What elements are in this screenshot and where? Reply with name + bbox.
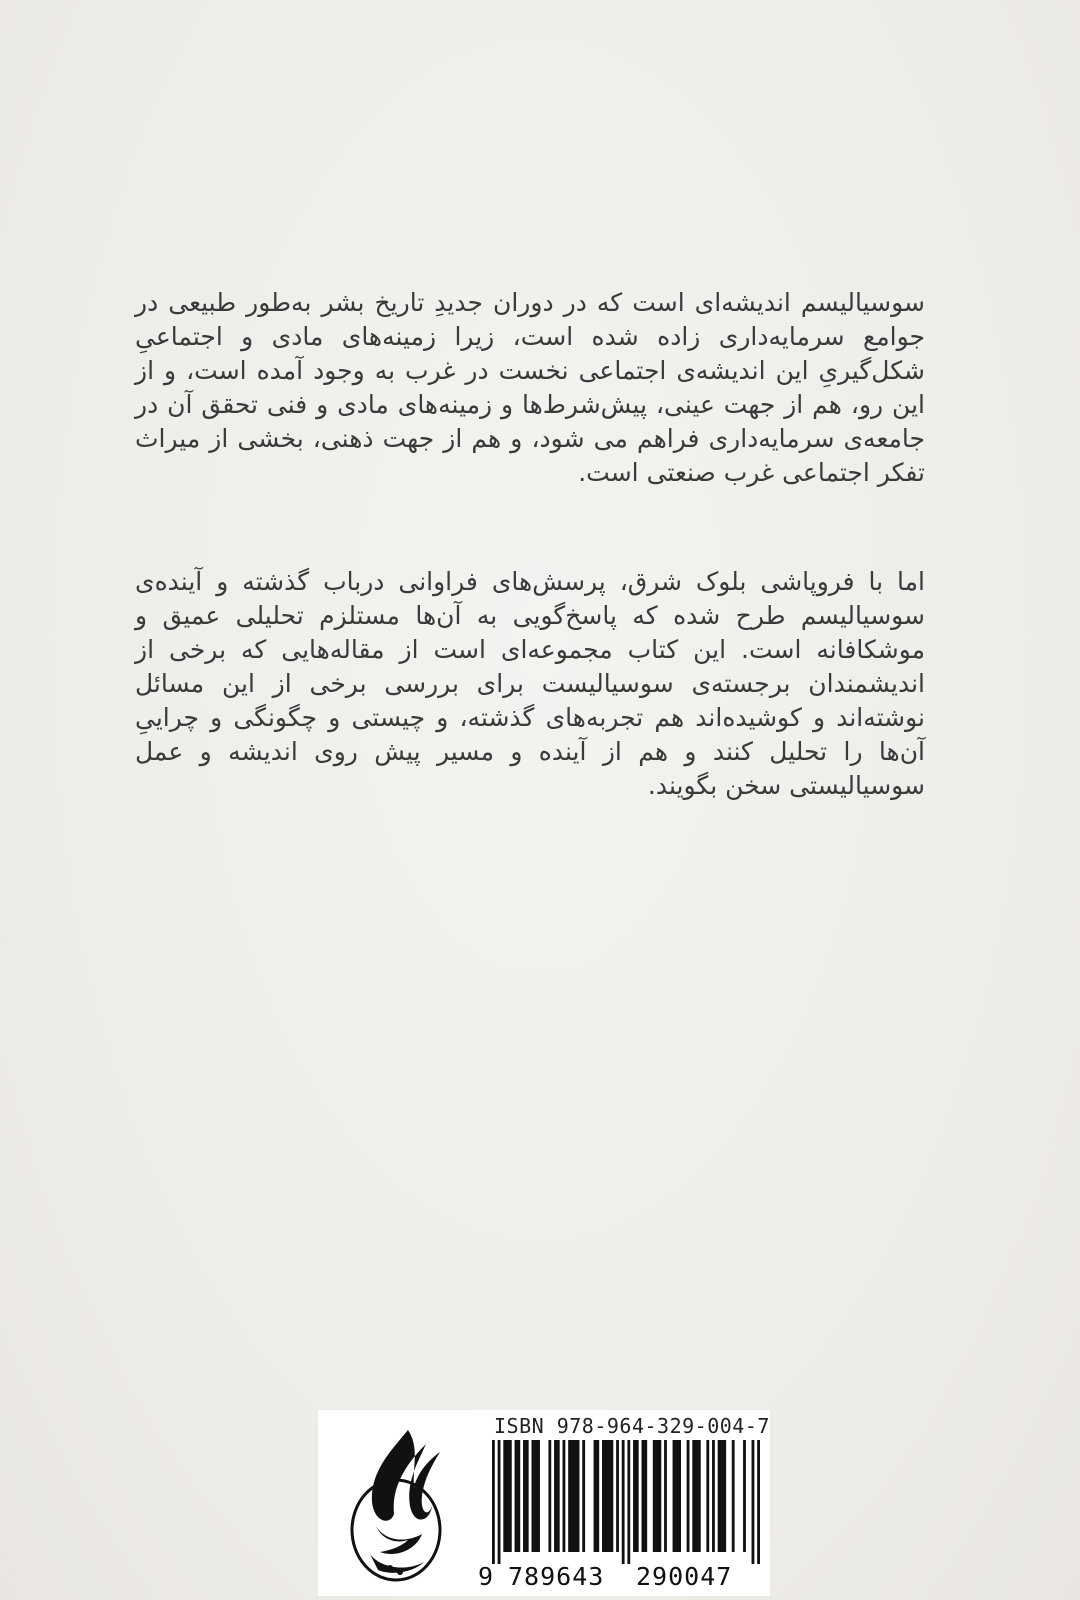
barcode-bar (594, 1440, 600, 1552)
barcode-bar (653, 1440, 661, 1552)
barcode-bar (687, 1440, 690, 1552)
barcode-digit-group-1: 789643 (508, 1562, 605, 1591)
imprint-box (318, 1410, 770, 1596)
barcode-bar (633, 1440, 639, 1552)
barcode-bar (692, 1440, 700, 1552)
barcode-bar (515, 1440, 521, 1552)
publisher-logo-graphic (330, 1422, 462, 1588)
barcode-bar (664, 1440, 667, 1552)
barcode-bar (548, 1440, 551, 1552)
barcode-bar (503, 1440, 511, 1552)
barcode-bar (712, 1440, 715, 1552)
barcode-bar (531, 1440, 539, 1552)
barcode-bar (718, 1440, 726, 1552)
barcode-bar (554, 1440, 560, 1552)
barcode-digit-group-2: 290047 (636, 1562, 733, 1591)
isbn-label: ISBN 978-964-329-004-7 (494, 1414, 770, 1438)
barcode-bar (743, 1440, 746, 1552)
barcode-bar (642, 1440, 648, 1552)
barcode-bar (568, 1440, 579, 1552)
barcode-bar (622, 1440, 625, 1564)
barcode-bar (752, 1440, 755, 1564)
barcode-bar (627, 1440, 630, 1564)
blurb-paragraph-1: سوسیالیسم اندیشه‌ای است که در دوران جدیدِ تاریخ بشر به‌طور طبیعی در جوامع سرمایه‌داری زاده شده است، زیرا زمینه‌های مادی و اجتماعیِ شکل‌گیریِ این اندیشه‌ی اجتماعی نخست در غرب به وجود آمده است، و از این رو، هم از جهت عینی، پیش‌شرط‌ها و زمینه‌های مادی و فنی تحقق آن در جامعه‌ی سرمایه‌داری فراهم می شود، و هم از جهت ذهنی، بخشی از میراث تفکر اجتماعی غرب صنعتی است. (135, 288, 925, 487)
isbn-barcode (478, 1414, 770, 1592)
barcode-bar (498, 1440, 501, 1564)
barcode-bar (673, 1440, 681, 1552)
barcode-bar (563, 1440, 566, 1552)
blurb-paragraph-2: اما با فروپاشی بلوک شرق، پرسش‌های فراوانی درباب گذشته و آینده‌ی سوسیالیسم طرح شده که پاسخ‌گویی به آن‌ها مستلزم تحلیلی عمیق و موشکافانه است. این کتاب مجموعه‌ای است از مقاله‌هایی که برخی از اندیشمندان برجسته‌ی سوسیالیست برای بررسی برخی از این مسائل نوشته‌اند و کوشیده‌اند هم تجربه‌های گذشته، و چیستی و چگونگی و چراییِ آن‌ها را تحلیل کنند و هم از آینده و مسیر پیش روی اندیشه و عمل سوسیالیستی سخن بگویند. (135, 567, 925, 800)
barcode-bar (757, 1440, 760, 1564)
barcode-bar (582, 1440, 585, 1552)
barcode-bars (492, 1440, 760, 1564)
publisher-calligraphy-logo-icon (330, 1422, 462, 1588)
barcode-bar (616, 1440, 619, 1552)
barcode-bar (492, 1440, 495, 1564)
barcode-bar (732, 1440, 735, 1552)
barcode-bar (523, 1440, 529, 1552)
barcode-lead-digit: 9 (478, 1562, 494, 1591)
barcode-bar (602, 1440, 613, 1552)
barcode-bar (706, 1440, 709, 1552)
